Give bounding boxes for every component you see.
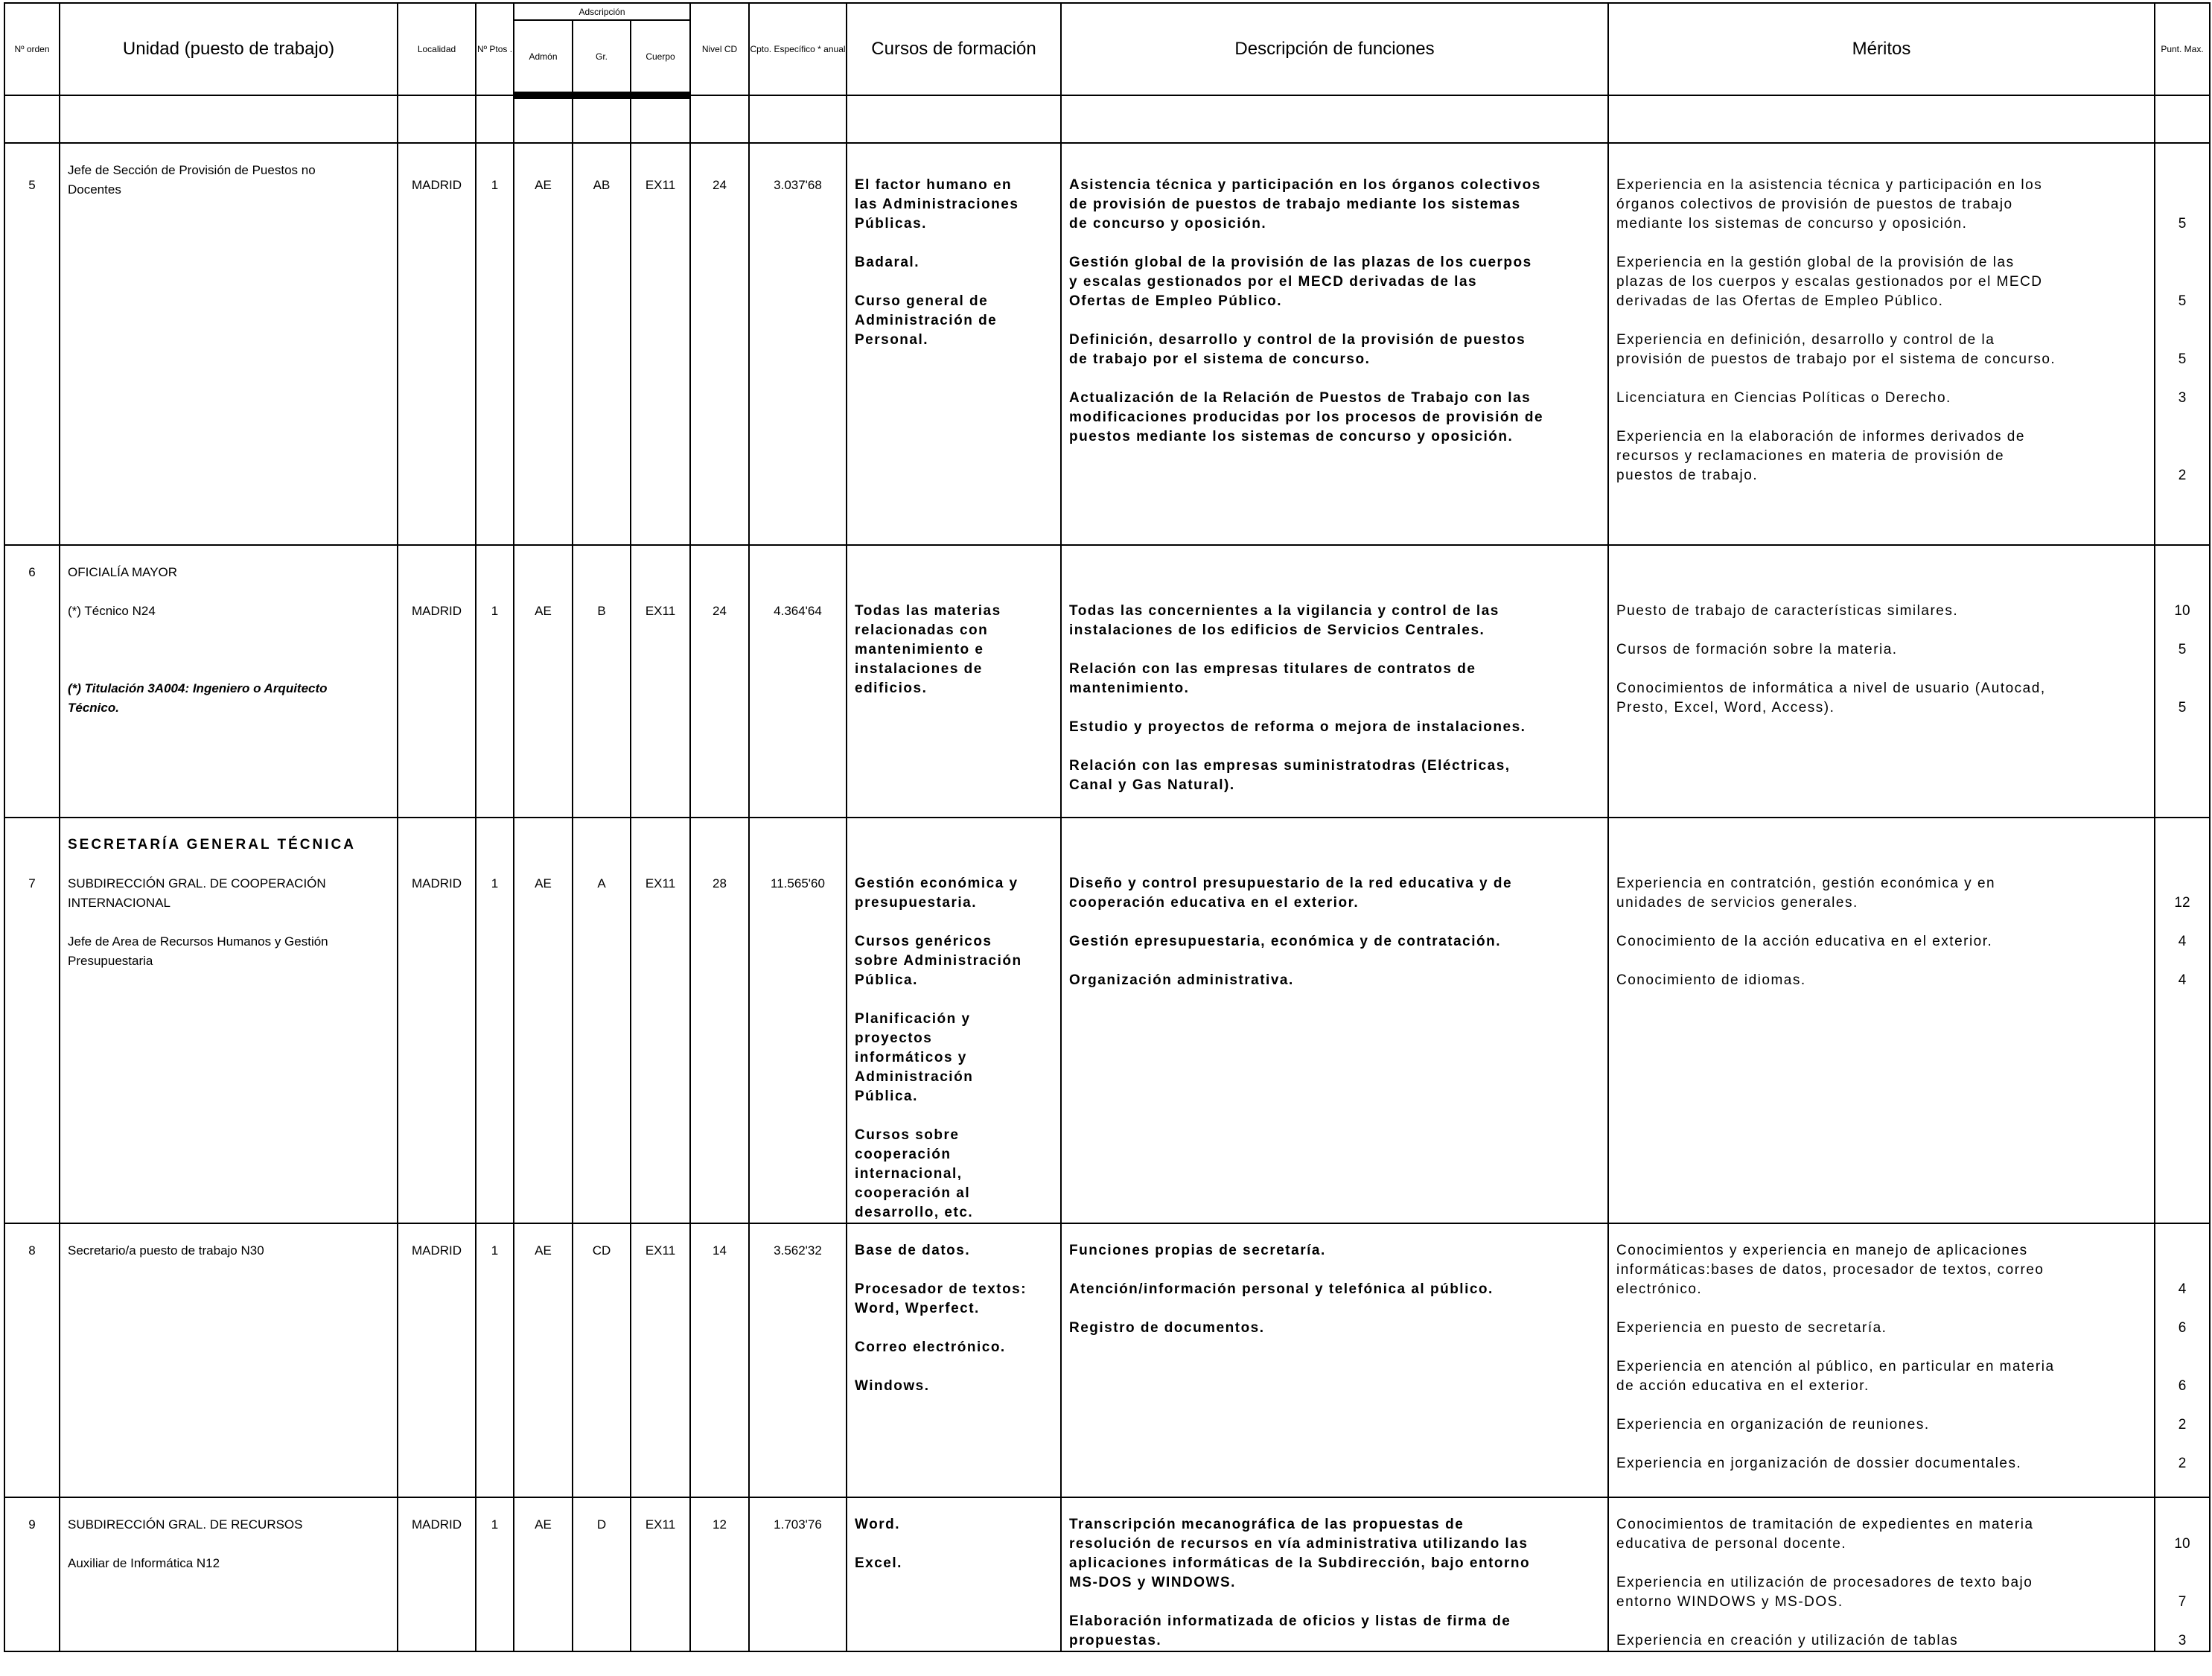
cell-ptos: 1 — [476, 818, 514, 1223]
cell-localidad: MADRID — [398, 143, 476, 545]
cell-localidad: MADRID — [398, 1223, 476, 1497]
cell-descripcion: Asistencia técnica y participación en los órganos colectivos de provisión de puestos de trabajo mediante los sistemas de concurso y oposición. Gestión global de la provisión de las plazas de los cuerpos y escalas gestionados por el MECD derivadas de las Ofertas de Empleo Público. Definición, desarrollo y control de la provisión de puestos de trabajo por el sistema de concurso. Actualización de la Relación de Puestos de Trabajo con las modificaciones producidas por los procesos de provisión de puestos mediante los sistemas de concurso y oposición. — [1061, 143, 1608, 545]
cell-descripcion: Funciones propias de secretaría. Atención/información personal y telefónica al público. Registro de documentos. — [1061, 1223, 1608, 1497]
cell-localidad: MADRID — [398, 1497, 476, 1651]
cell-cursos: Todas las materias relacionadas con mantenimiento e instalaciones de edificios. — [847, 545, 1061, 818]
cell-puntos: 12 4 4 — [2155, 818, 2210, 1223]
cell-gr: CD — [573, 1223, 631, 1497]
table-row — [4, 1223, 2210, 1497]
cell-admon: AE — [514, 1223, 573, 1497]
cell-puntos: 5 5 5 3 2 — [2155, 143, 2210, 545]
cell-cpto: 3.562'32 — [749, 1223, 847, 1497]
unidad-line: Jefe de Area de Recursos Humanos y Gestión — [68, 934, 328, 949]
cell-cursos: Word. Excel. — [847, 1497, 1061, 1651]
unidad-line: OFICIALÍA MAYOR — [68, 565, 178, 579]
cell-admon: AE — [514, 143, 573, 545]
document-page — [4, 2, 2209, 1652]
unidad-note: (*) Titulación 3A004: Ingeniero o Arquitecto — [68, 681, 328, 695]
unidad-line: Docentes — [68, 182, 121, 197]
header-punt: Punt. Max. — [2155, 3, 2210, 95]
cell-cpto: 1.703'76 — [749, 1497, 847, 1651]
unidad-line: INTERNACIONAL — [68, 896, 170, 910]
cell-gr: A — [573, 818, 631, 1223]
header-meritos: Méritos — [1608, 3, 2155, 95]
cell-cursos: Base de datos. Procesador de textos: Word, Wperfect. Correo electrónico. Windows. — [847, 1223, 1061, 1497]
cell-unidad — [60, 1497, 398, 1651]
cell-gr: D — [573, 1497, 631, 1651]
cell-admon: AE — [514, 545, 573, 818]
cell-localidad: MADRID — [398, 818, 476, 1223]
cell-cpto: 3.037'68 — [749, 143, 847, 545]
cell-puntos: 10 5 5 — [2155, 545, 2210, 818]
cell-puntos: 10 7 3 — [2155, 1497, 2210, 1651]
header-cpto: Cpto. Específico * anual — [749, 3, 847, 95]
cell-unidad — [60, 818, 398, 1223]
cell-orden: 8 — [4, 1223, 60, 1497]
section-heading: SECRETARÍA GENERAL TÉCNICA — [68, 837, 356, 853]
job-positions-table — [4, 2, 2211, 1652]
table-row — [4, 545, 2210, 818]
cell-descripcion: Transcripción mecanográfica de las propuestas de resolución de recursos en vía administrativa utilizando las aplicaciones informáticas de la Subdirección, bajo entorno MS-DOS y WINDOWS. Elaboración informatizada de oficios y listas de firma de propuestas. — [1061, 1497, 1608, 1651]
cell-nivel: 28 — [690, 818, 749, 1223]
header-descripcion: Descripción de funciones — [1061, 3, 1608, 95]
spacer-row — [4, 95, 2210, 143]
header-adscripcion: Adscripción — [514, 3, 690, 20]
cell-cuerpo: EX11 — [631, 818, 690, 1223]
cell-orden: 9 — [4, 1497, 60, 1651]
cell-orden: 6 — [4, 545, 60, 818]
cell-meritos: Conocimientos de tramitación de expedientes en materia educativa de personal docente. Experiencia en utilización de procesadores de texto bajo entorno WINDOWS y MS-DOS. Experiencia en creación y utilización de tablas — [1608, 1497, 2155, 1651]
table-row — [4, 143, 2210, 545]
header-localidad: Localidad — [398, 3, 476, 95]
cell-orden: 5 — [4, 143, 60, 545]
cell-gr: B — [573, 545, 631, 818]
header-cursos: Cursos de formación — [847, 3, 1061, 95]
cell-admon: AE — [514, 1497, 573, 1651]
cell-meritos: Conocimientos y experiencia en manejo de aplicaciones informáticas:bases de datos, procesador de textos, correo electrónico. Experiencia en puesto de secretaría. Experiencia en atención al público, en particular en materia de acción educativa en el exterior. Experiencia en organización de reuniones. Experiencia en jorganización de dossier documentales. — [1608, 1223, 2155, 1497]
cell-unidad — [60, 143, 398, 545]
cell-meritos: Puesto de trabajo de características similares. Cursos de formación sobre la materia. Conocimientos de informática a nivel de usuario (Autocad, Presto, Excel, Word, Access). — [1608, 545, 2155, 818]
cell-puntos: 4 6 6 2 2 — [2155, 1223, 2210, 1497]
cell-cuerpo: EX11 — [631, 1223, 690, 1497]
cell-gr: AB — [573, 143, 631, 545]
cell-ptos: 1 — [476, 1223, 514, 1497]
unidad-line: Auxiliar de Informática N12 — [68, 1556, 220, 1570]
header-unidad: Unidad (puesto de trabajo) — [60, 3, 398, 95]
cell-nivel: 24 — [690, 545, 749, 818]
unidad-line: Secretario/a puesto de trabajo N30 — [68, 1243, 264, 1258]
cell-nivel: 24 — [690, 143, 749, 545]
header-gr: Gr. — [573, 20, 631, 95]
cell-descripcion: Diseño y control presupuestario de la red educativa y de cooperación educativa en el exterior. Gestión epresupuestaria, económica y de contratación. Organización administrativa. — [1061, 818, 1608, 1223]
cell-cursos: El factor humano en las Administraciones Públicas. Badaral. Curso general de Administración de Personal. — [847, 143, 1061, 545]
cell-ptos: 1 — [476, 1497, 514, 1651]
unidad-line: (*) Técnico N24 — [68, 604, 156, 618]
cell-descripcion: Todas las concernientes a la vigilancia y control de las instalaciones de los edificios de Servicios Centrales. Relación con las empresas titulares de contratos de mantenimiento. Estudio y proyectos de reforma o mejora de instalaciones. Relación con las empresas suministratodras (Eléctricas, Canal y Gas Natural). — [1061, 545, 1608, 818]
cell-ptos: 1 — [476, 143, 514, 545]
cell-orden: 7 — [4, 818, 60, 1223]
cell-cuerpo: EX11 — [631, 545, 690, 818]
header-nivel: Nivel CD — [690, 3, 749, 95]
cell-cpto: 11.565'60 — [749, 818, 847, 1223]
cell-cpto: 4.364'64 — [749, 545, 847, 818]
cell-meritos: Experiencia en la asistencia técnica y participación en los órganos colectivos de provisión de puestos de trabajo mediante los sistemas de concurso y oposición. Experiencia en la gestión global de la provisión de las plazas de los cuerpos y escalas gestionados por el MECD derivadas de las Ofertas de Empleo Público. Experiencia en definición, desarrollo y control de la provisión de puestos de trabajo por el sistema de concurso. Licenciatura en Ciencias Políticas o Derecho. Experiencia en la elaboración de informes derivados de recursos y reclamaciones en materia de provisión de puestos de trabajo. — [1608, 143, 2155, 545]
cell-admon: AE — [514, 818, 573, 1223]
cell-ptos: 1 — [476, 545, 514, 818]
unidad-line: SUBDIRECCIÓN GRAL. DE COOPERACIÓN — [68, 876, 326, 890]
cell-nivel: 14 — [690, 1223, 749, 1497]
table-row — [4, 818, 2210, 1223]
cell-unidad — [60, 1223, 398, 1497]
table-row — [4, 1497, 2210, 1651]
header-ptos: Nº Ptos . — [476, 3, 514, 95]
header-admon: Admón — [514, 20, 573, 95]
cell-unidad — [60, 545, 398, 818]
cell-cuerpo: EX11 — [631, 1497, 690, 1651]
cell-meritos: Experiencia en contratción, gestión económica y en unidades de servicios generales. Conocimiento de la acción educativa en el exterior. Conocimiento de idiomas. — [1608, 818, 2155, 1223]
table-header — [4, 3, 2210, 95]
header-cuerpo: Cuerpo — [631, 20, 690, 95]
header-orden: Nº orden — [4, 3, 60, 95]
unidad-note: Técnico. — [68, 701, 119, 715]
cell-nivel: 12 — [690, 1497, 749, 1651]
cell-cuerpo: EX11 — [631, 143, 690, 545]
cell-localidad: MADRID — [398, 545, 476, 818]
unidad-line: SUBDIRECCIÓN GRAL. DE RECURSOS — [68, 1517, 303, 1532]
unidad-line: Presupuestaria — [68, 954, 153, 968]
cell-cursos: Gestión económica y presupuestaria. Cursos genéricos sobre Administración Pública. Planificación y proyectos informáticos y Administración Pública. Cursos sobre cooperación internacional, cooperación al desarrollo, etc. — [847, 818, 1061, 1223]
unidad-line: Jefe de Sección de Provisión de Puestos no — [68, 163, 316, 177]
